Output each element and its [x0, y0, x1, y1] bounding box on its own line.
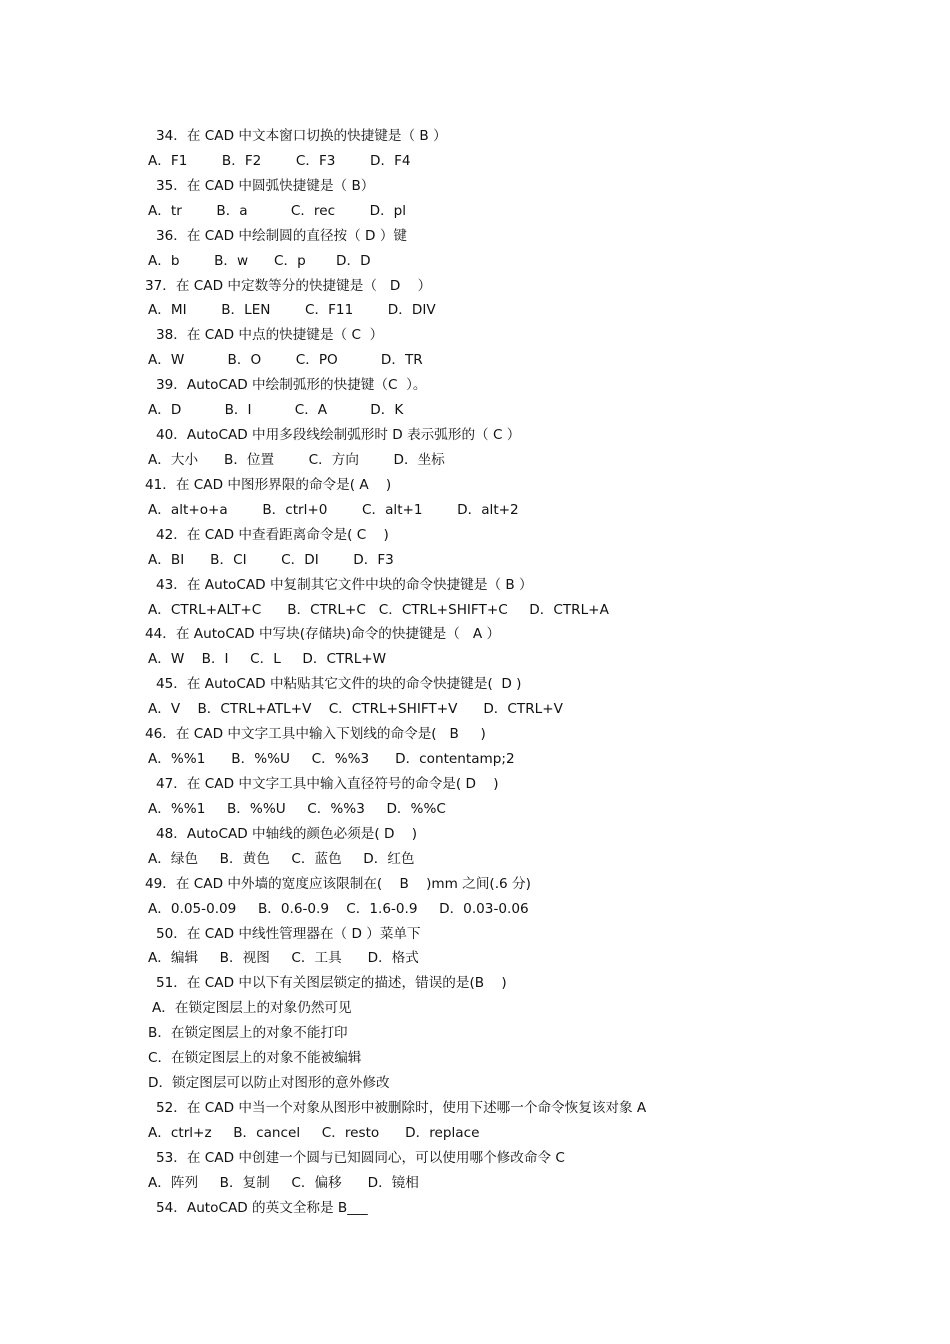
- answer-options: A．%%1 B．%%U C．%%3 D．%%C: [148, 800, 446, 817]
- question-text: 50．在 CAD 中线性管理器在（ D ）菜单下: [156, 925, 421, 942]
- answer-options: A．大小 B．位置 C．方向 D．坐标: [148, 451, 445, 468]
- question-list: [0, 124, 950, 1221]
- answer-options: A．阵列 B．复制 C．偏移 D．镜相: [148, 1174, 419, 1191]
- answer-options: A．绿色 B．黄色 C．蓝色 D．红色: [148, 850, 415, 867]
- answer-options: A．b B．w C．p D．D: [148, 252, 371, 269]
- answer-options: A．W B．O C．PO D．TR: [148, 352, 423, 369]
- answer-options: A．0.05-0.09 B．0.6-0.9 C．1.6-0.9 D．0.03-0.06: [148, 900, 529, 917]
- answer-options: A．在锁定图层上的对象仍然可见: [152, 1000, 352, 1017]
- question-text: 46．在 CAD 中文字工具中输入下划线的命令是( B ): [145, 726, 486, 743]
- answer-options: B．在锁定图层上的对象不能打印: [148, 1025, 348, 1042]
- question-text: 40．AutoCAD 中用多段线绘制弧形时 D 表示弧形的（ C ）: [156, 427, 521, 444]
- answer-options: A．BI B．CI C．DI D．F3: [148, 551, 394, 568]
- question-text: 38．在 CAD 中点的快捷键是（ C ）: [156, 327, 384, 344]
- question-text: 47．在 CAD 中文字工具中输入直径符号的命令是( D ): [156, 775, 499, 792]
- answer-options: A．tr B．a C．rec D．pl: [148, 202, 407, 219]
- question-text: 45．在 AutoCAD 中粘贴其它文件的块的命令快捷键是( D ): [156, 676, 522, 693]
- question-text: 37．在 CAD 中定数等分的快捷键是（ D ）: [145, 277, 432, 294]
- question-text: 43．在 AutoCAD 中复制其它文件中块的命令快捷键是（ B ）: [156, 576, 533, 593]
- question-text: 49．在 CAD 中外墙的宽度应该限制在( B )mm 之间(.6 分): [145, 875, 531, 892]
- answer-options: A．D B．I C．A D．K: [148, 402, 404, 419]
- question-text: 48．AutoCAD 中轴线的颜色必须是( D ): [156, 825, 418, 842]
- answer-options: C．在锁定图层上的对象不能被编辑: [148, 1050, 362, 1067]
- answer-options: A．MI B．LEN C．F11 D．DIV: [148, 302, 436, 319]
- question-text: 54．AutoCAD 的英文全称是 B___: [156, 1199, 368, 1216]
- question-text: 39．AutoCAD 中绘制弧形的快捷键（C ）。: [156, 377, 427, 394]
- answer-options: D．锁定图层可以防止对图形的意外修改: [148, 1075, 390, 1092]
- answer-options: A．%%1 B．%%U C．%%3 D．contentamp;2: [148, 751, 515, 768]
- question-text: 53．在 CAD 中创建一个圆与已知圆同心，可以使用哪个修改命令 C: [156, 1149, 565, 1166]
- answer-options: A．V B．CTRL+ATL+V C．CTRL+SHIFT+V D．CTRL+V: [148, 701, 563, 718]
- question-text: 34．在 CAD 中文本窗口切换的快捷键是（ B ）: [156, 128, 447, 144]
- answer-options: A．F1 B．F2 C．F3 D．F4: [148, 152, 411, 169]
- question-text: 44．在 AutoCAD 中写块(存储块)命令的快捷键是（ A ）: [145, 626, 501, 643]
- question-text: 35．在 CAD 中圆弧快捷键是（ B）: [156, 177, 375, 194]
- question-text: 51．在 CAD 中以下有关图层锁定的描述，错误的是(B ): [156, 975, 507, 992]
- question-text: 42．在 CAD 中查看距离命令是( C ): [156, 526, 389, 543]
- answer-options: A．CTRL+ALT+C B．CTRL+C C．CTRL+SHIFT+C D．CTRL+A: [148, 601, 609, 618]
- question-text: 52．在 CAD 中当一个对象从图形中被删除时，使用下述哪一个命令恢复该对象 A: [156, 1099, 647, 1116]
- answer-options: A．W B．I C．L D．CTRL+W: [148, 651, 387, 668]
- question-text: 36．在 CAD 中绘制圆的直径按（ D ）键: [156, 227, 408, 244]
- question-text: 41．在 CAD 中图形界限的命令是( A ): [145, 476, 392, 493]
- answer-options: A．编辑 B．视图 C．工具 D．格式: [148, 950, 419, 967]
- answer-options: A．alt+o+a B．ctrl+0 C．alt+1 D．alt+2: [148, 501, 519, 518]
- answer-options: A．ctrl+z B．cancel C．resto D．replace: [148, 1124, 480, 1141]
